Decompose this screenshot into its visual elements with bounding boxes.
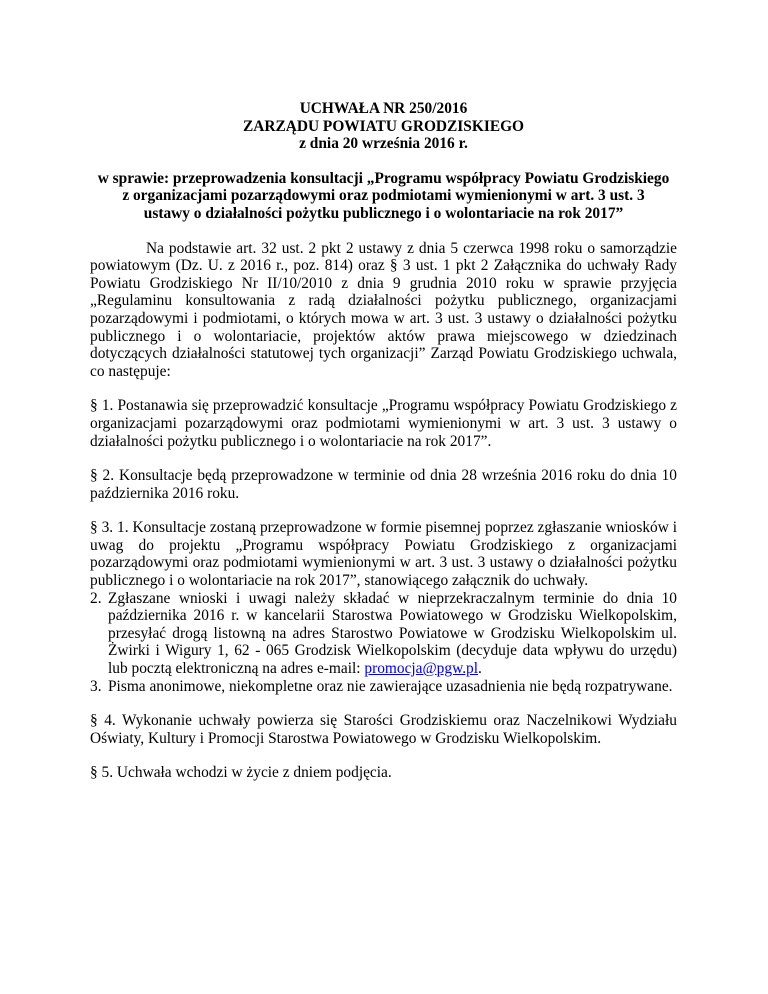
section-3-point-1: § 3. 1. Konsultacje zostaną przeprowadzone w formie pisemnej poprzez zgłaszanie wniosków i uwag do projektu „Programu współpracy Powiatu Grodziskiego z organizacjami pozarządowymi oraz podmiotami wymienionymi w art. 3 ust. 3 ustawy o działalności pożytku publicznego i o wolontariacie na rok 2017”, stanowiącego załącznik do uchwały. <box>90 519 677 590</box>
subject-line-3: ustawy o działalności pożytku publicznego i o wolontariacie na rok 2017” <box>143 204 624 222</box>
section-3-point-3 <box>90 678 677 696</box>
point-2-text: Zgłaszane wnioski i uwagi należy składać w nieprzekraczalnym terminie do dnia 10 października 2016 r. w kancelarii Starostwa Powiatowego w Grodzisku Wielkopolskim, przesyłać drogą listowną na adres Starostwo Powiatowe w Grodzisku Wielkopolskim ul. Żwirki i Wigury 1, 62 - 065 Grodzisk Wielkopolskim (decyduje data wpływu do urzędu) lub pocztą elektroniczną na adres e-mail: <box>108 589 677 678</box>
email-link[interactable]: promocja@pgw.pl <box>364 660 479 678</box>
subject-line-1: w sprawie: przeprowadzenia konsultacji „Programu współpracy Powiatu Grodziskiego <box>97 169 670 187</box>
resolution-number: UCHWAŁA NR 250/2016 <box>299 100 468 117</box>
point-3-text: Pisma anonimowe, niekompletne oraz nie zawierające uzasadnienia nie będą rozpatrywane. <box>108 677 673 695</box>
section-2: § 2. Konsultacje będą przeprowadzone w terminie od dnia 28 września 2016 roku do dnia 10 października 2016 roku. <box>90 467 677 502</box>
legal-basis-paragraph: Na podstawie art. 32 ust. 2 pkt 2 ustawy z dnia 5 czerwca 1998 roku o samorządzie powiatowym (Dz. U. z 2016 r., poz. 814) oraz § 3 ust. 1 pkt 2 Załącznika do uchwały Rady Powiatu Grodziskiego Nr II/10/2010 z dnia 9 grudnia 2010 roku w sprawie przyjęcia „Regulaminu konsultowania z radą działalności pożytku publicznego, organizacjami pozarządowymi i podmiotami, o których mowa w art. 3 ust. 3 ustawy o działalności pożytku publicznego i o wolontariacie, projektów aktów prawa miejscowego w dziedzinach dotyczących działalności statutowej tych organizacji” Zarząd Powiatu Grodziskiego uchwala, co następuje: <box>90 239 677 380</box>
point-2-end: . <box>478 660 482 678</box>
point-number: 3. <box>90 677 102 695</box>
section-3-list <box>90 590 677 696</box>
section-3 <box>90 519 677 695</box>
resolution-date: z dnia 20 września 2016 r. <box>299 135 468 153</box>
subject-line-2: z organizacjami pozarządowymi oraz podmiotami wymienionymi w art. 3 ust. 3 <box>122 187 645 205</box>
section-3-point-2 <box>90 590 677 678</box>
section-5: § 5. Uchwała wchodzi w życie z dniem podjęcia. <box>90 764 392 782</box>
issuing-body: ZARZĄDU POWIATU GRODZISKIEGO <box>242 117 525 135</box>
section-4: § 4. Wykonanie uchwały powierza się Starości Grodziskiemu oraz Naczelnikowi Wydziału Oświaty, Kultury i Promocji Starostwa Powiatowego w Grodzisku Wielkopolskim. <box>90 712 677 747</box>
document-content <box>90 100 677 782</box>
point-number: 2. <box>90 589 102 607</box>
resolution-header <box>90 100 677 153</box>
resolution-subject <box>90 170 677 223</box>
section-1: § 1. Postanawia się przeprowadzić konsultacje „Programu współpracy Powiatu Grodziskiego z organizacjami pozarządowymi oraz podmiotami wymienionymi w art. 3 ust. 3 ustawy o działalności pożytku publicznego i o wolontariacie na rok 2017”. <box>90 397 677 450</box>
